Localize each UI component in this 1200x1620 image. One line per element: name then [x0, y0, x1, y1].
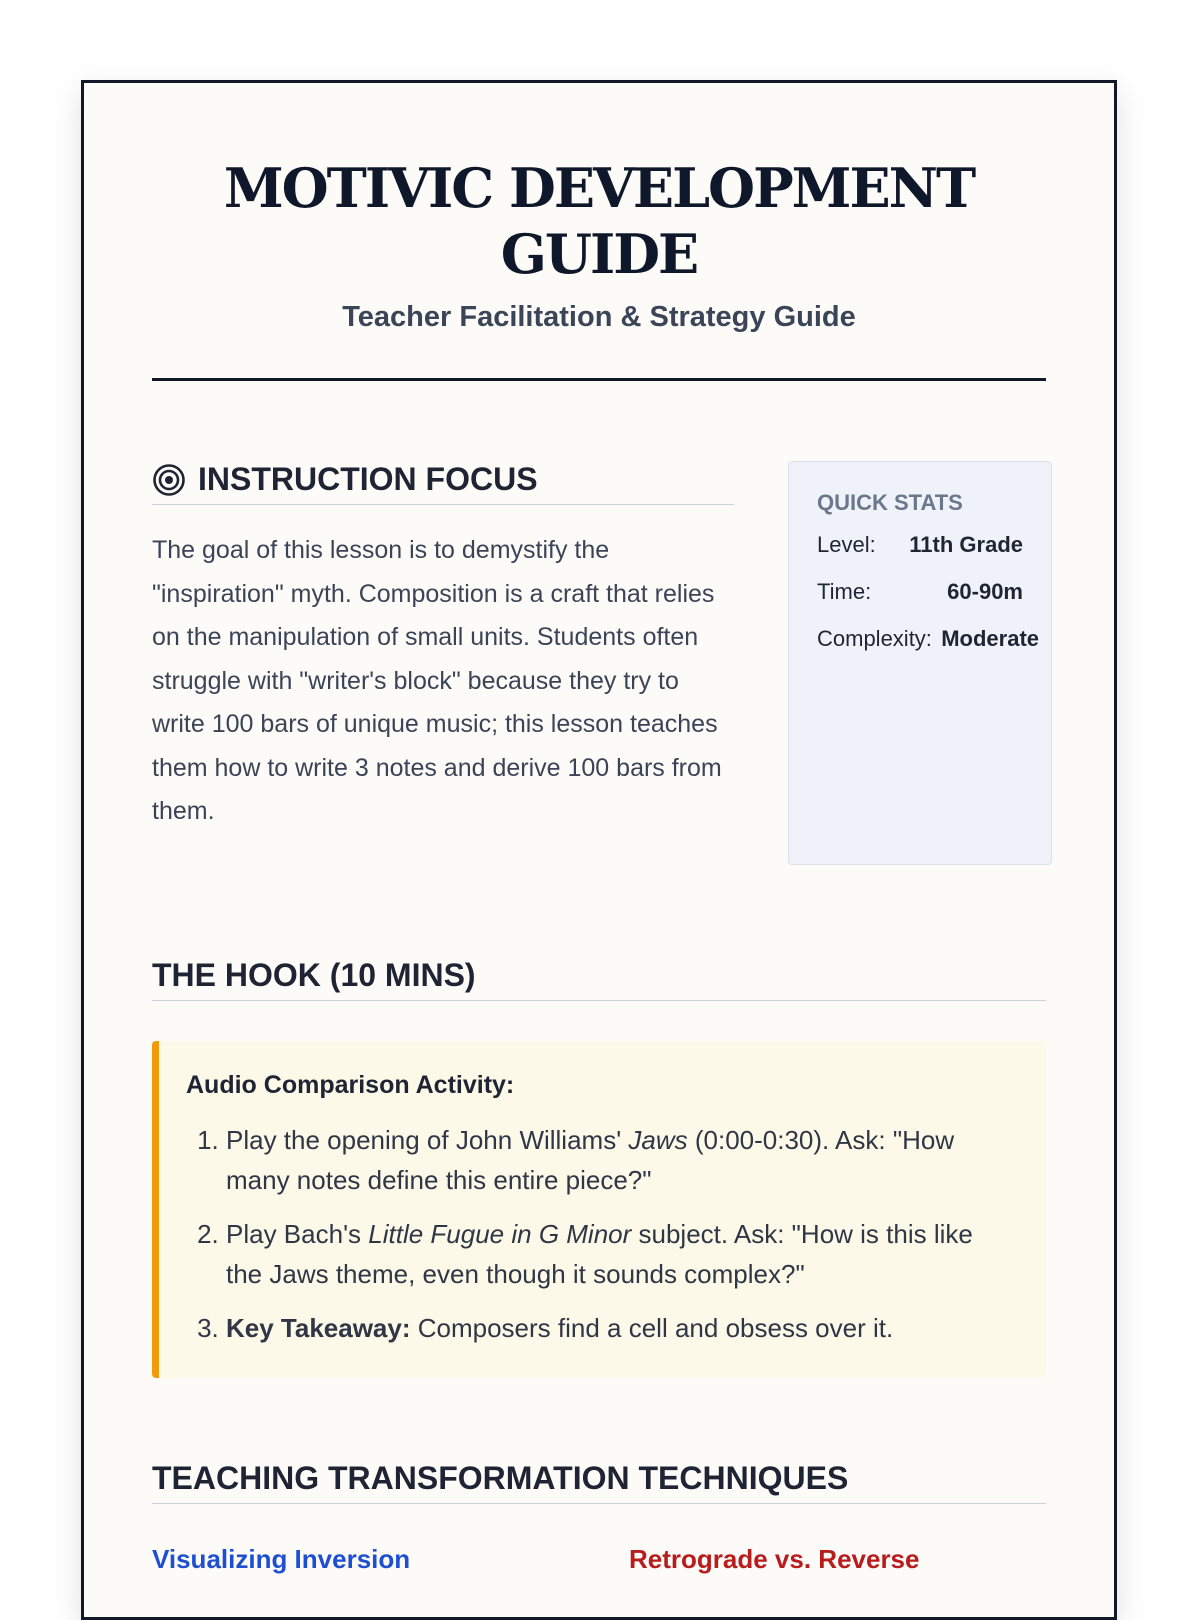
technique-title-retrograde: Retrograde vs. Reverse — [629, 1544, 920, 1574]
stat-value: 11th Grade — [909, 532, 1023, 557]
list-item — [226, 1308, 986, 1348]
hook-heading: THE HOOK (10 MINS) — [152, 957, 1046, 1001]
item-text: (0:00-0:30). Ask: "How many notes define this entire piece?" — [226, 1125, 955, 1195]
stat-value: Moderate — [941, 626, 1039, 651]
item-text: subject. Ask: "How is this like the Jaws theme, even though it sounds complex?" — [226, 1219, 973, 1289]
technique-title-inversion: Visualizing Inversion — [152, 1544, 411, 1574]
item-emphasis: Jaws — [628, 1125, 688, 1155]
page-title: MOTIVIC DEVELOPMENT GUIDE — [223, 156, 975, 286]
instruction-focus-main — [152, 461, 734, 859]
stat-row-time — [817, 579, 1051, 626]
guide-page — [81, 80, 1117, 1620]
item-emphasis: Little Fugue in G Minor — [368, 1219, 632, 1249]
item-text: Composers find a cell and obsess over it. — [410, 1313, 894, 1343]
stat-label: Time: — [817, 579, 872, 604]
stat-value: 60-90m — [947, 579, 1023, 604]
techniques-columns — [152, 1544, 1046, 1584]
stat-label: Level: — [817, 532, 876, 557]
techniques-heading: TEACHING TRANSFORMATION TECHNIQUES — [152, 1460, 1046, 1504]
quick-stats-title: QUICK STATS — [817, 490, 963, 515]
target-icon — [152, 463, 186, 497]
instruction-focus-heading-text: INSTRUCTION FOCUS — [198, 461, 538, 497]
list-item — [226, 1120, 986, 1200]
stat-row-complexity — [817, 626, 1051, 673]
audio-comparison-callout — [152, 1041, 1046, 1378]
item-text: Play Bach's — [226, 1219, 369, 1249]
page-content — [152, 83, 1046, 1584]
item-text: Play the opening of John Williams' — [226, 1125, 629, 1155]
activity-list — [186, 1120, 986, 1348]
item-strong: Key Takeaway: — [226, 1313, 411, 1343]
callout-title: Audio Comparison Activity: — [186, 1071, 515, 1099]
quick-stats-panel — [788, 461, 1052, 865]
header-divider — [152, 378, 1046, 381]
instruction-focus-section — [152, 461, 1046, 865]
stat-row-level — [817, 532, 1051, 579]
instruction-focus-text: The goal of this lesson is to demystify the "inspiration" myth. Composition is a craft that relies on the manipulation of small units. Students often struggle with "writer's block" because they try to write 100 bars of unique music; this lesson teaches them how to write 3 notes and derive 100 bars from them. — [152, 536, 722, 825]
instruction-focus-heading — [152, 461, 734, 505]
stat-label: Complexity: — [817, 626, 932, 651]
page-subtitle: Teacher Facilitation & Strategy Guide — [342, 301, 856, 333]
list-item — [226, 1214, 986, 1294]
